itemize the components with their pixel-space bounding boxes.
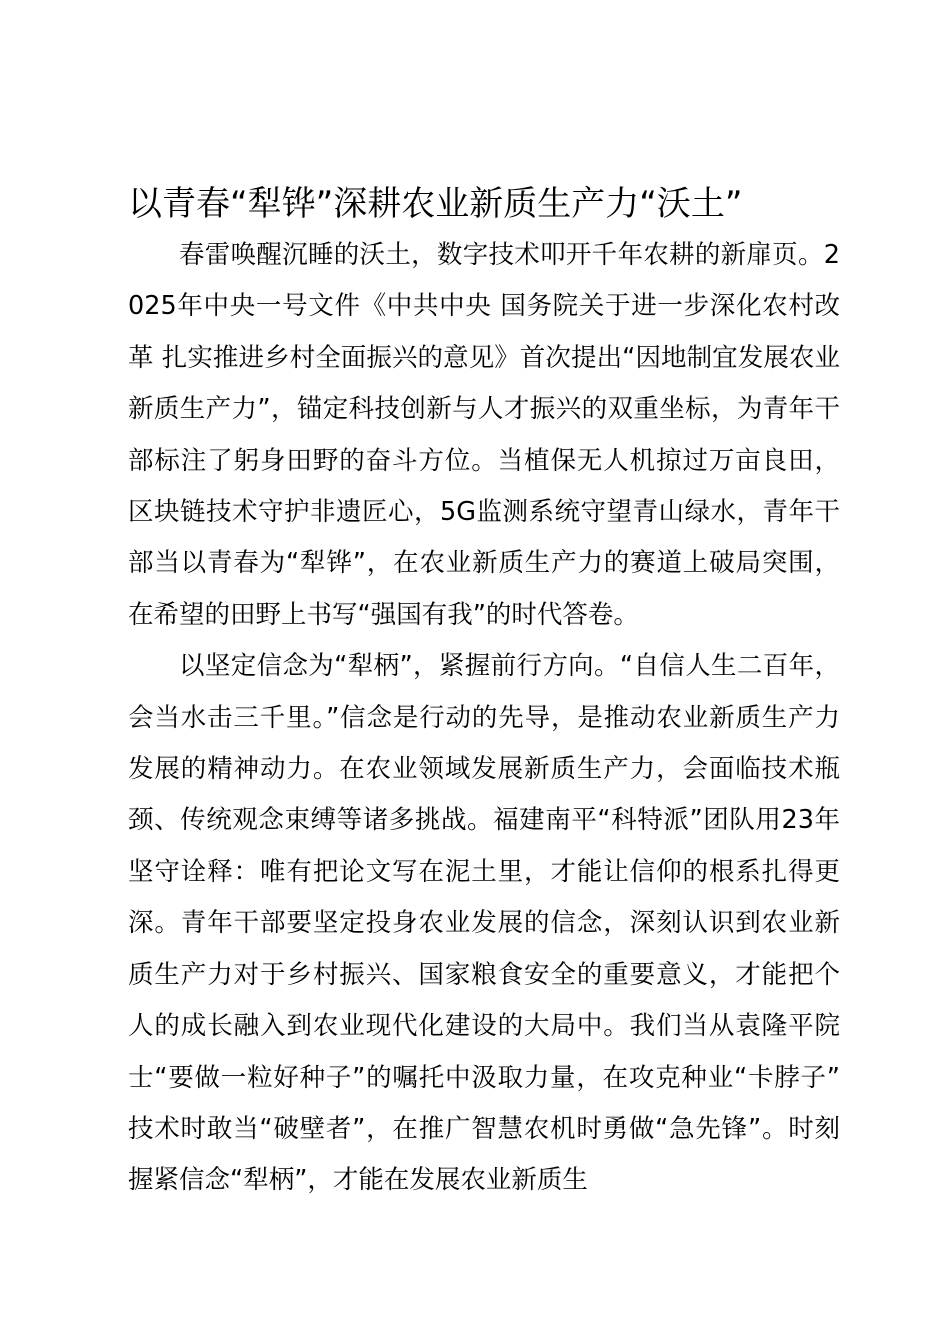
paragraph-intro: 春雷唤醒沉睡的沃土，数字技术叩开千年农耕的新扉页。2025年中央一号文件《中共中央 国务院关于进一步深化农村改革 扎实推进乡村全面振兴的意见》首次提出“因地制宜发展农业新质生产力”，锚定科技创新与人才振兴的双重坐标，为青年干部标注了躬身田野的奋斗方位。当植保无人机掠过万亩良田，区块链技术守护非遗匠心，5G监测系统守望青山绿水，青年干部当以青春为“犁铧”，在农业新质生产力的赛道上破局突围，在希望的田野上书写“强国有我”的时代答卷。	[128, 240, 840, 630]
paragraph-belief: 以坚定信念为“犁柄”，紧握前行方向。“自信人生二百年，会当水击三千里。”信念是行动的先导，是推动农业新质生产力发展的精神动力。在农业领域发展新质生产力，会面临技术瓶颈、传统观念束缚等诸多挑战。福建南平“科特派”团队用23年坚守诠释：唯有把论文写在泥土里，才能让信仰的根系扎得更深。青年干部要坚定投身农业发展的信念，深刻认识到农业新质生产力对于乡村振兴、国家粮食安全的重要意义，才能把个人的成长融入到农业现代化建设的大局中。我们当从袁隆平院士“要做一粒好种子”的嘱托中汲取力量，在攻克种业“卡脖子”技术时敢当“破壁者”，在推广智慧农机时勇做“急先锋”。时刻握紧信念“犁柄”，才能在发展农业新质生	[128, 651, 840, 1196]
document-title: 以青春“犁铧”深耕农业新质生产力“沃土”	[128, 184, 743, 224]
document-page	[128, 178, 840, 1207]
